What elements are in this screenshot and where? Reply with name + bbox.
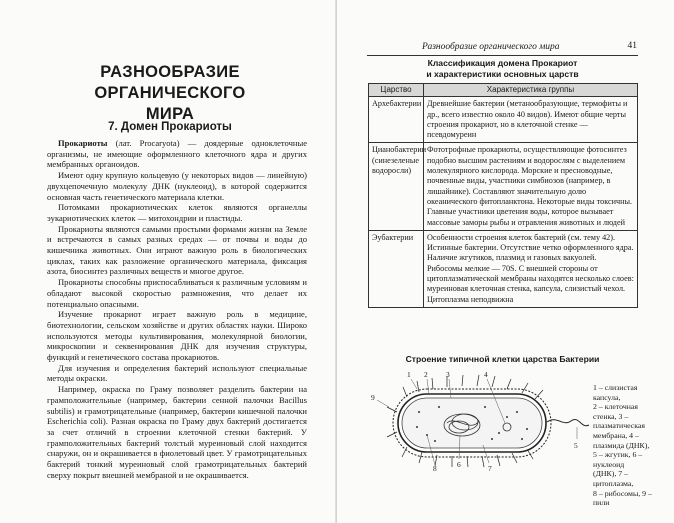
body-paragraph: [47, 309, 307, 363]
table-row: [369, 143, 638, 230]
figure-label: 8: [433, 464, 437, 472]
legend-line: (ДНК), 7 – цитоплазма,: [593, 469, 634, 488]
term-bold: Прокариоты: [58, 138, 108, 148]
table-title-line1: Классификация домена Прокариот: [427, 58, 578, 68]
legend-line: 5 – жгутик, 6 – нуклеоид: [593, 450, 643, 469]
section-title: 7. Домен Прокариоты: [108, 121, 232, 133]
legend-line: плазматическая мембрана, 4 – плазмида (ДНК),: [593, 421, 650, 450]
kingdom-cell: Цианобактерии (синезеленые водоросли): [369, 143, 424, 230]
paragraph-text: Изучение прокариот играет важную роль в медицине, биотехнологии, сельском хозяйстве и других областях науки. Широко используются методы культивирования, молекулярной биологии, микроскопии и секвенирования ДНК для изучения структуры, функций и генетического состава прокариотов.: [47, 309, 307, 363]
kingdom-cell: Эубактерии: [369, 230, 424, 307]
table-header-row: [369, 84, 638, 97]
figure-label: 3: [446, 370, 450, 379]
paragraph-text: Имеют одну крупную кольцевую (у некоторых видов — линейную) двухцепочечную молекулу ДНК (нуклеоид), в которой содержится основная часть генетического материала клетки.: [47, 170, 307, 202]
table-row: [369, 97, 638, 143]
paragraph-text: Например, окраска по Граму позволяет разделить бактерии на грамположительные (например, бактерии сенной палочки Bacillus subtilis) и грамотрицательные (например, бактерии кишечной палочки Escherichia coli). Разная окраска по Граму двух бактерий достигается за счет отличий в строении клеточной стенки бактерий. У грамположительных бактерий толстый муреиновый слой находится снаружи, он и окрашивается в фиолетовый цвет. У грамотрицательных бактерий тонкий муреиновый слой грамотрицательных бактерий сверху покрыт внешней мембраной и не окрашивается.: [47, 384, 307, 480]
kingdom-cell: Архебактерии: [369, 97, 424, 143]
chapter-title-line1: РАЗНООБРАЗИЕ: [100, 63, 240, 81]
chapter-title-line2: ОРГАНИЧЕСКОГО МИРА: [94, 84, 246, 123]
figure-label: 1: [407, 370, 411, 379]
bacterial-cell-diagram: [367, 367, 592, 472]
body-paragraph: [47, 170, 307, 202]
figure-label: 6: [457, 460, 461, 469]
paragraph-text: Прокариоты способны приспосабливаться к различным условиям и обладают высокой скоростью размножения, что делает их потенциально опасными.: [47, 277, 307, 309]
description-cell: Фототрофные прокариоты, осуществляющие фотосинтез подобно высшим растениям и водорослям с выделением молекулярного кислорода. Морские и пресноводные, почвенные виды, участники симбиозов (например, в лишайнике). Составляют значительную долю океанического фитопланктона. Некоторые виды токсичны. Главные участники цветения воды, которое вызывает массовые заморы рыбы и отравления животных и людей: [424, 143, 638, 230]
left-body-text: [47, 138, 307, 481]
figure-label: 4: [484, 370, 488, 379]
figure-title: Строение типичной клетки царства Бактерии: [405, 354, 600, 364]
body-paragraph: [47, 224, 307, 278]
table-title-line2: и характеристики основных царств: [426, 69, 579, 79]
body-paragraph: [47, 363, 307, 384]
body-paragraph: [47, 138, 307, 170]
legend-line: 8 – рибосомы, 9 – пили: [593, 488, 652, 508]
paragraph-text: (лат. Procaryota) — доядерные одноклеточные организмы, не имеющие оформленного клеточного ядра и других мембранных органоидов.: [47, 138, 307, 170]
right-page: [337, 0, 674, 523]
figure-legend: [593, 383, 663, 508]
table-row: [369, 230, 638, 307]
chapter-title: [70, 62, 270, 125]
paragraph-text: Для изучения и определения бактерий используют специальные методы окраски.: [47, 362, 307, 384]
figure-label: 5: [574, 441, 578, 450]
body-paragraph: [47, 202, 307, 223]
figure-label: 2: [424, 370, 428, 379]
description-cell: Особенности строения клеток бактерий (см. тему 42). Истинные бактерии. Отсутствие четко оформленного ядра. Наличие жгутиков, плазмид и газовых вакуолей. Рибосомы мелкие — 70S. С внешней стороны от цитоплазматической мембраны находятся несколько слоев: муреиновая клеточная стенка, капсула, слизистый чехол. Цитоплазма неподвижна: [424, 230, 638, 307]
body-paragraph: [47, 384, 307, 480]
paragraph-text: Потомками прокариотических клеток являются органеллы эукариотических клеток — митохондрии и пластиды.: [47, 202, 307, 223]
running-head: Разнообразие органического мира: [422, 42, 560, 52]
flagellum: [547, 419, 589, 425]
body-paragraph: [47, 277, 307, 309]
description-cell: Древнейшие бактерии (метанообразующие, термофиты и др., всего известно около 40 видов). Имеют общие черты строения прокариот, но в клеточной стенке — псевдомуреин: [424, 97, 638, 143]
legend-line: 2 – клеточная стенка, 3 –: [593, 402, 638, 421]
legend-line: 1 – слизистая капсула,: [593, 383, 638, 402]
figure-label: 7: [488, 464, 492, 472]
plasma-membrane: [402, 398, 542, 448]
figure-label: 9: [371, 393, 375, 402]
page-number: 41: [627, 41, 637, 51]
table-header-kingdom: Царство: [369, 84, 424, 97]
paragraph-text: Прокариоты являются самыми простыми формами жизни на Земле и встречаются в самых разных средах — от почвы и воды до кишечника животных. Они играют важную роль в биологических циклах, таких как разложение органического материала, фиксация азота, биосинтез различных веществ и многое другое.: [47, 223, 307, 277]
table-title: [367, 58, 638, 80]
header-rule: [367, 55, 638, 56]
table-header-description: Характеристика группы: [424, 84, 638, 97]
classification-table: [368, 83, 638, 308]
